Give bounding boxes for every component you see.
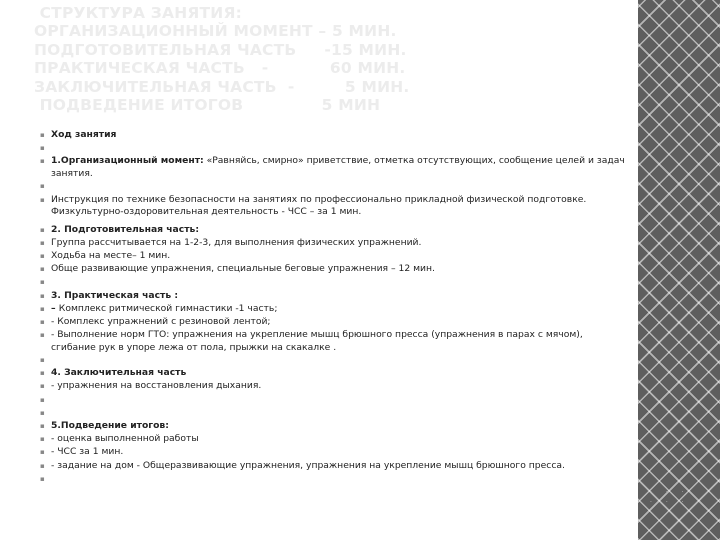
list-item xyxy=(40,180,630,193)
section-heading: 3. Практическая часть : xyxy=(51,289,179,301)
bullet-icon: ▪ xyxy=(40,251,45,260)
list-item: ▪ - упражнения на восстановления дыхания. xyxy=(40,380,262,392)
list-item: ▪ – Комплекс ритмической гимнастики -1 часть; xyxy=(40,302,278,314)
list-item xyxy=(40,142,630,155)
list-item xyxy=(40,473,630,486)
title-line: ОРГАНИЗАЦИОННЫЙ МОМЕНТ – 5 МИН. xyxy=(34,22,397,41)
list-item: ▪ - задание на дом - Общеразвивающие упражнения, упражнения на укрепление мышц брюшного пресса. xyxy=(40,459,565,471)
list-item: ▪ Обще развивающие упражнения, специальные беговые упражнения – 12 мин. xyxy=(40,263,435,275)
bullet-icon: ▪ xyxy=(40,304,45,313)
title-line: ПРАКТИЧЕСКАЯ ЧАСТЬ - 60 МИН. xyxy=(34,59,406,78)
list-item xyxy=(40,290,630,303)
bullet-icon: ▪ xyxy=(40,157,45,166)
list-item: ▪ - Выполнение норм ГТО: упражнения на укрепление мышц брюшного пресса (упражнения в парах с мячом), сгибание рук в упоре лежа от пола, прыжки на скакалке . xyxy=(40,329,583,353)
list-item xyxy=(40,394,630,407)
bullet-icon: ▪ xyxy=(40,422,45,430)
list-item: ▪ 1.Организационный момент: «Равняйсь, смирно» приветствие, отметка отсутствующих, сообщение целей и задач занятия. xyxy=(40,155,625,179)
title-line: СТРУКТУРА ЗАНЯТИЯ: xyxy=(34,4,242,22)
section-heading: 1.Организационный момент: xyxy=(51,155,204,167)
bullet-icon: ▪ xyxy=(40,131,45,139)
bullet-icon: ▪ xyxy=(40,356,45,365)
list-item xyxy=(40,276,630,289)
bullet-icon: ▪ xyxy=(40,195,45,204)
decorative-pattern-strip xyxy=(638,0,720,540)
bullet-icon: ▪ xyxy=(40,461,45,470)
list-item: ▪ - Комплекс упражнений с резиновой лентой; xyxy=(40,315,271,327)
decorative-dots: · · · · · · xyxy=(650,489,690,506)
bullet-icon: ▪ xyxy=(40,225,45,234)
bullet-icon: ▪ xyxy=(40,408,45,417)
bullet-icon: ▪ xyxy=(40,291,45,300)
bullet-icon: ▪ xyxy=(40,144,45,153)
section-heading: 2. Подготовительная часть: xyxy=(51,223,200,235)
bullet-icon: ▪ xyxy=(40,182,45,191)
title-line: ЗАКЛЮЧИТЕЛЬНАЯ ЧАСТЬ - 5 МИН. xyxy=(34,77,410,96)
list-item xyxy=(40,420,630,433)
bullet-icon: ▪ xyxy=(40,448,45,457)
title-line: ПОДВЕДЕНИЕ ИТОГОВ 5 МИН xyxy=(34,96,381,115)
list-item xyxy=(40,407,630,420)
section-heading: 4. Заключительная часть xyxy=(51,367,187,379)
slide-title xyxy=(34,4,634,114)
section-heading: 5.Подведение итогов: xyxy=(51,420,169,431)
bullet-icon: ▪ xyxy=(40,331,45,340)
list-item: ▪ Группа рассчитывается на 1-2-3, для выполнения физических упражнений. xyxy=(40,236,422,248)
bullet-icon: ▪ xyxy=(40,238,45,247)
lesson-outline xyxy=(40,129,630,486)
list-item xyxy=(40,367,630,380)
list-item: ▪ - оценка выполненной работы xyxy=(40,433,199,445)
list-item xyxy=(40,354,630,367)
bullet-icon: ▪ xyxy=(40,382,45,391)
list-item: ▪ Инструкция по технике безопасности на занятиях по профессионально прикладной физической подготовке. Физкультурно-оздоровительная деятельность - ЧСС – за 1 мин. xyxy=(40,193,587,218)
list-item: ▪ Ходьба на месте– 1 мин. xyxy=(40,249,171,261)
list-item: ▪ - ЧСС за 1 мин. xyxy=(40,446,124,458)
section-heading: Ход занятия xyxy=(51,129,117,140)
list-item xyxy=(40,129,630,142)
bullet-icon: ▪ xyxy=(40,369,45,378)
title-line: ПОДГОТОВИТЕЛЬНАЯ ЧАСТЬ -15 МИН. xyxy=(34,40,407,59)
bullet-icon: ▪ xyxy=(40,435,45,444)
bullet-icon: ▪ xyxy=(40,265,45,274)
bullet-icon: ▪ xyxy=(40,395,45,404)
bullet-icon: ▪ xyxy=(40,317,45,326)
list-item xyxy=(40,224,630,237)
bullet-icon: ▪ xyxy=(40,278,45,287)
bullet-icon: ▪ xyxy=(40,474,45,483)
